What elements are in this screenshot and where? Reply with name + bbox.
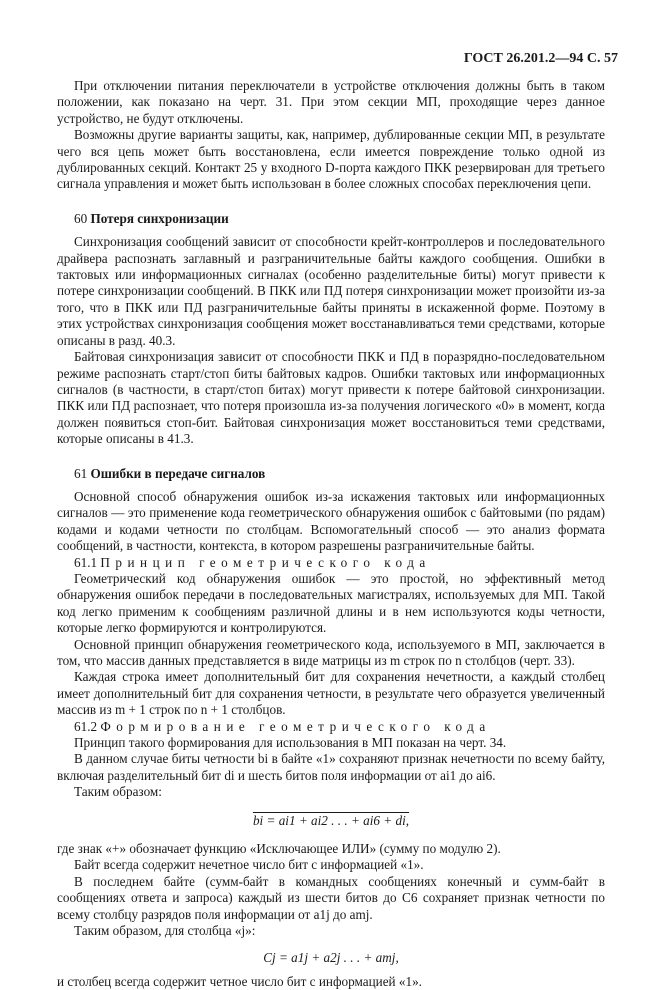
paragraph: Основной принцип обнаружения геометрического кода, используемого в МП, заключается в том, что массив данных представляется в виде матрицы из m строк по n столбцов (черт. 33). — [57, 636, 605, 668]
paragraph: Геометрический код обнаружения ошибок — это простой, но эффективный метод обнаружения ошибок передачи в последовательных магистралях, используемых для МП. Такой код легко применим к сообщениям различной длины и в нем используются коды четности, которые легко формируются и контролируются. — [57, 570, 605, 636]
paragraph: Байт всегда содержит нечетное число бит с информацией «1». — [74, 857, 424, 873]
subsection-title: Формирование геометрического кода — [100, 718, 491, 734]
subsection-heading-61-1 — [57, 555, 605, 571]
page-content — [57, 78, 605, 990]
paragraph: Синхронизация сообщений зависит от способности крейт-контроллеров и последовательного драйвера распознать заглавный и разграничительные байты каждого сообщения. Ошибки в тактовых или информационных сигналах (особенно разделительные биты) могут привести к потере синхронизации сообщений. В ПКК или ПД потеря синхронизации может произойти из-за того, что в ПКК или ПД разграничительные байты приняты в искаженной форме. Поэтому в этих устройствах синхронизация сообщения может восстанавливаться теми средствами, которые описаны в разд. 40.3. — [57, 234, 605, 348]
subsection-heading-61-2 — [57, 719, 605, 735]
paragraph: При отключении питания переключатели в устройстве отключения должны быть в таком положении, как показано на черт. 31. При этом секции МП, проходящие через данное устройство, не будут отключены. — [57, 78, 605, 126]
section-heading-61 — [57, 466, 605, 482]
paragraph: В последнем байте (сумм-байт в командных сообщениях конечный и сумм-байт в сообщениях ответа и запроса) каждый из шести битов до С6 сохраняет признак четности по всему столбцу разрядов поля информации от a1j до amj. — [57, 873, 605, 922]
section-number: 60 — [74, 210, 88, 226]
page-header: ГОСТ 26.201.2—94 С. 57 — [463, 51, 618, 66]
paragraph: В данном случае биты четности bi в байте «1» сохраняют признак нечетности по всему байту, включая разделительный бит di и шесть битов поля информации от ai1 до ai6. — [57, 751, 605, 783]
subsection-number: 61.2 — [74, 718, 98, 734]
section-heading-60 — [57, 211, 605, 227]
paragraph: Каждая строка имеет дополнительный бит для сохранения нечетности, а каждый столбец имеет дополнительный бит для сохранения четности, в результате чего образуется увеличенный массив из m + 1 строк по n + 1 столбцов. — [57, 669, 605, 718]
paragraph: Таким образом, для столбца «j»: — [74, 923, 256, 939]
paragraph: Возможны другие варианты защиты, как, например, дублированные секции МП, в результате чего вся цепь может быть восстановлена, если имеется повреждение только одной из дублированных секций. Контакт 25 у входного D-порта каждого ПКК резервирован для третьего сигнала управления и может быть использован в более сложных способах переключения цепи. — [57, 127, 605, 192]
paragraph: Основной способ обнаружения ошибок из-за искажения тактовых или информационных сигналов — это применение кода геометрического обнаружения ошибок с байтовыми (по рядам) кодами и кодами четности по столбцам. Вспомогательный способ — это анализ формата сообщений, в частности, контекста, в котором разрешены разграничительные байты. — [57, 488, 605, 554]
section-title: Ошибки в передаче сигналов — [90, 465, 266, 481]
paragraph: Таким образом: — [74, 784, 162, 800]
parity-formula-byte: bi = ai1 + ai2 . . . + ai6 + di, — [252, 812, 410, 828]
paragraph: и столбец всегда содержит четное число бит с информацией «1». — [57, 973, 422, 989]
paragraph: Байтовая синхронизация зависит от способности ПКК и ПД в поразрядно-последовательном режиме распознать старт/стоп биты байтовых кадров. Ошибки тактовых или информационных сигналов (в частности, в старт/стоп битах) могут привести к потере байтовой синхронизации. ПКК или ПД распознает, что потеря произошла из-за получения логического «0» в момент, когда должен появиться стоп-бит. Байтовая синхронизация может восстановиться теми средствами, которые описаны в 41.3. — [57, 349, 605, 447]
subsection-title: Принцип геометрического кода — [100, 554, 431, 570]
paragraph: где знак «+» обозначает функцию «Исключающее ИЛИ» (сумму по модулю 2). — [57, 841, 501, 857]
parity-formula-column: Cj = a1j + a2j . . . + amj, — [263, 949, 399, 965]
section-title: Потеря синхронизации — [90, 210, 229, 226]
subsection-number: 61.1 — [74, 554, 98, 570]
section-number: 61 — [74, 465, 88, 481]
paragraph: Принцип такого формирования для использования в МП показан на черт. 34. — [74, 735, 507, 751]
